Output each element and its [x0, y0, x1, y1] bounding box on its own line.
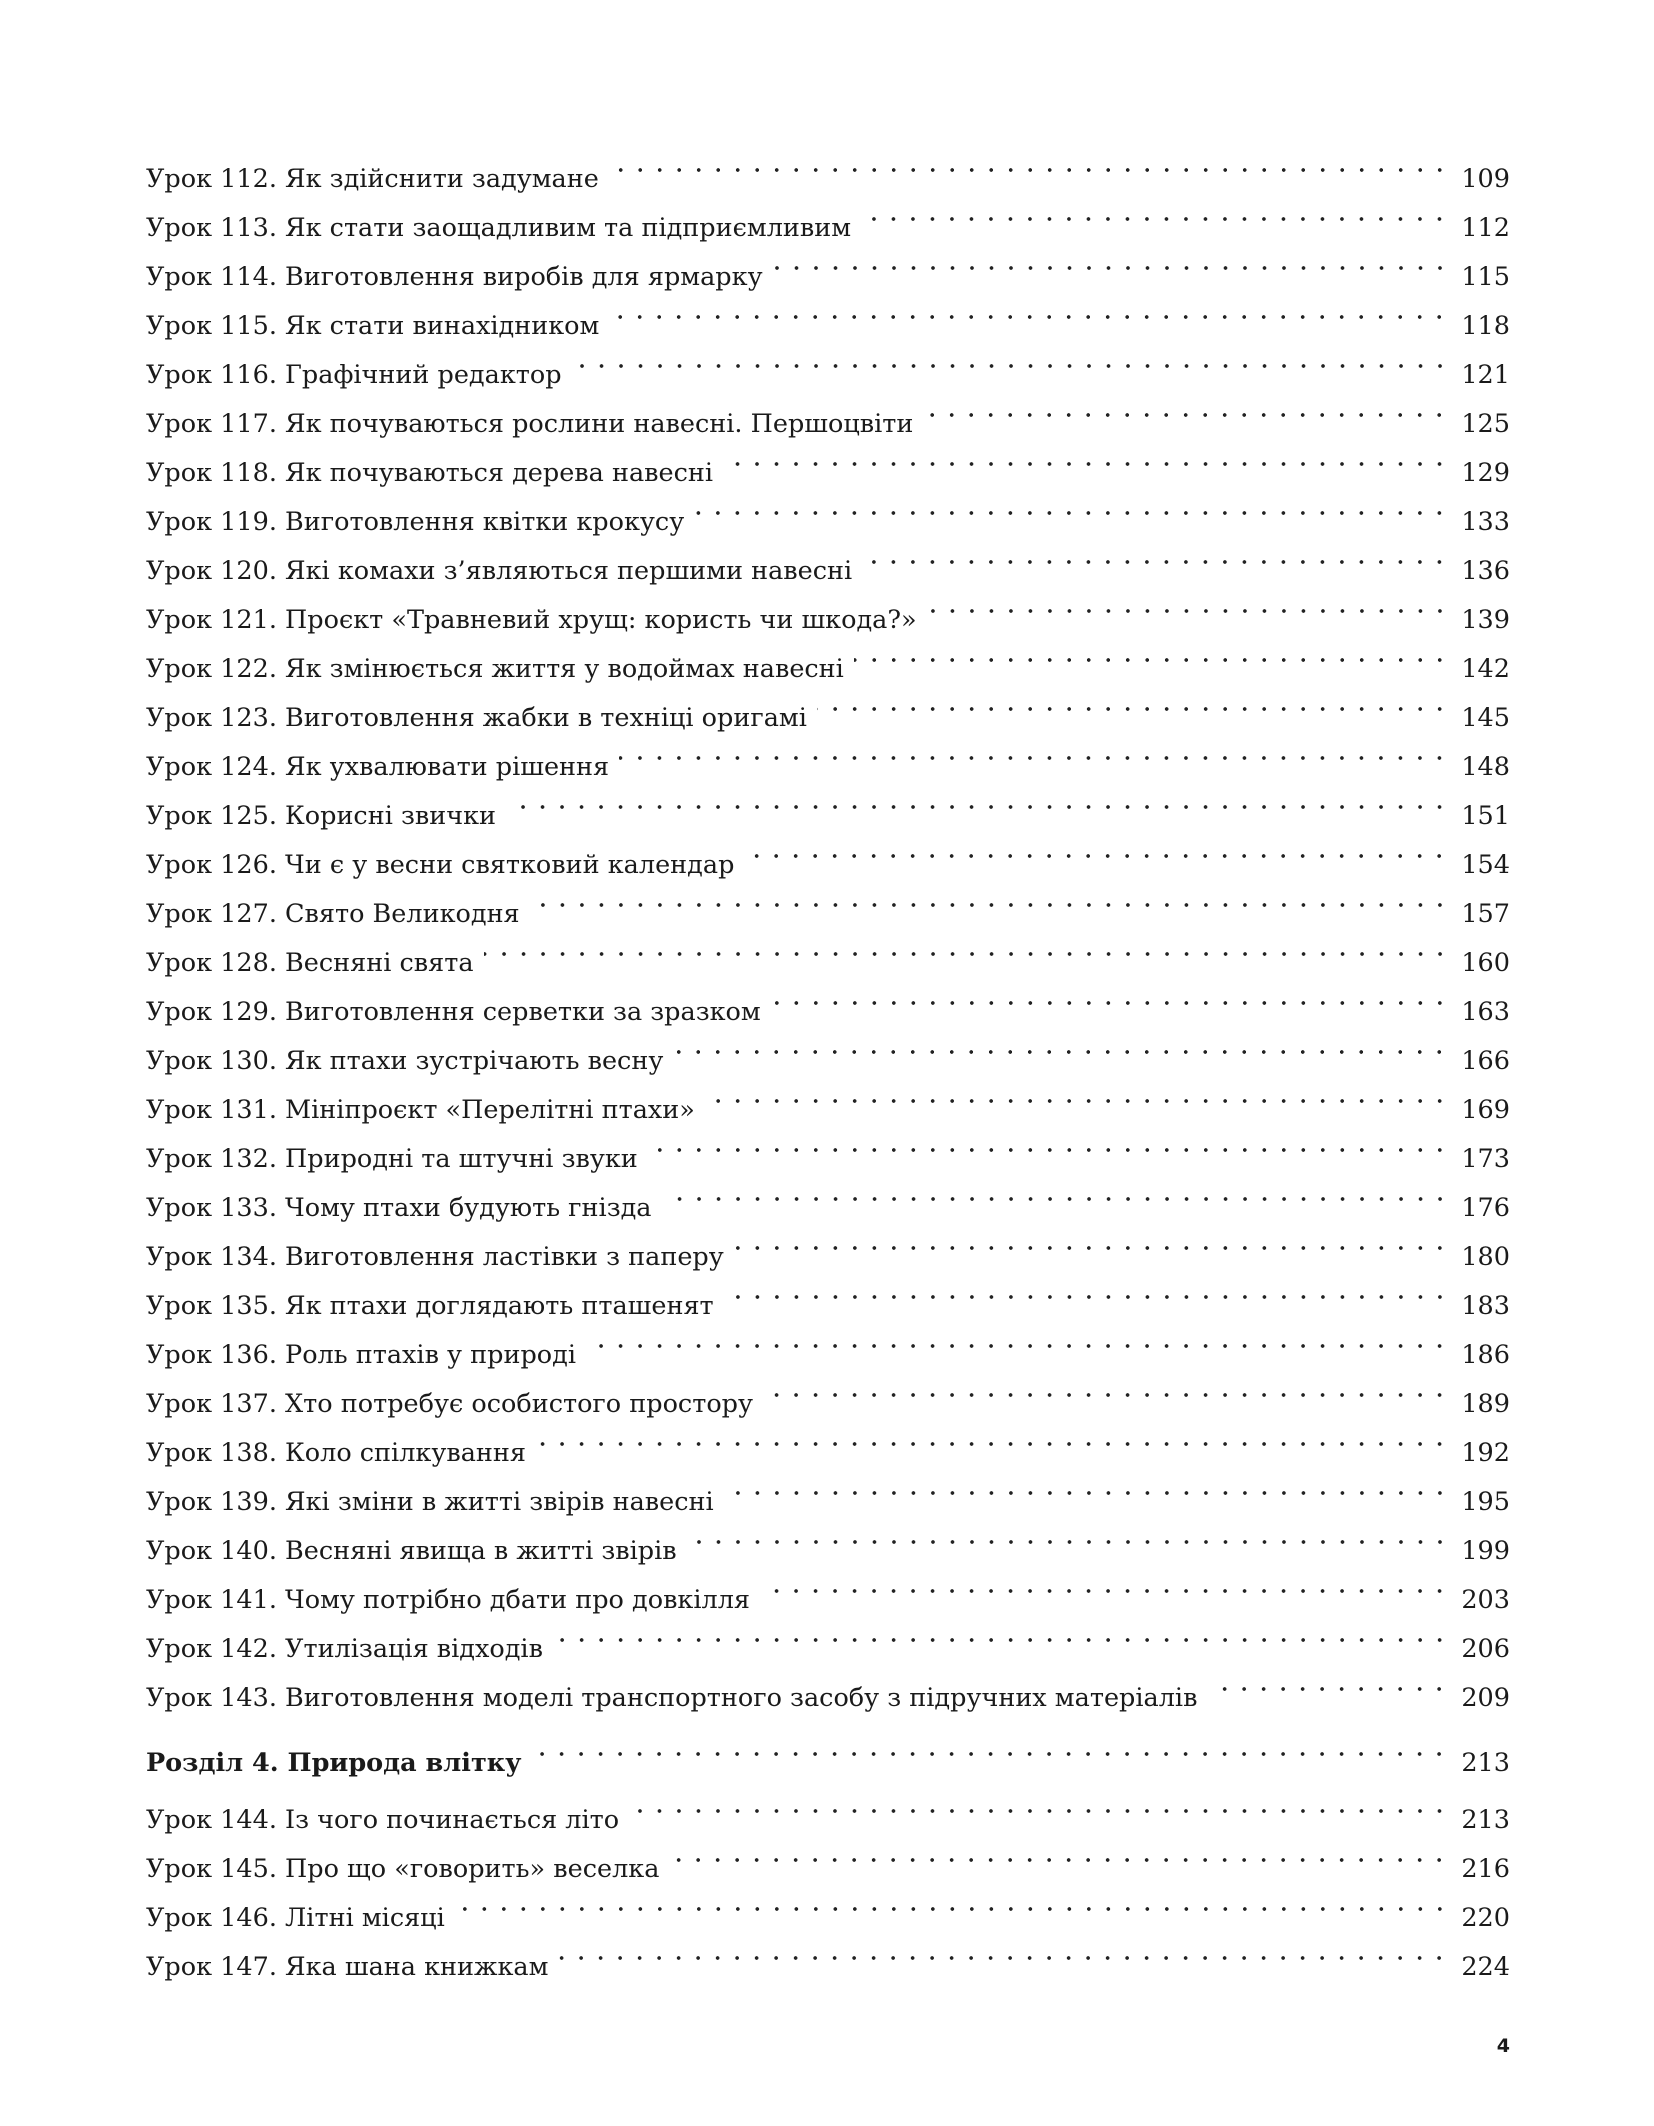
- dot-leader: [694, 481, 1449, 530]
- toc-entry-title: Урок 129. Виготовлення серветки за зразком: [146, 997, 761, 1027]
- toc-entry-title: Урок 117. Як почуваються рослини навесні. Першоцвіти: [146, 409, 914, 439]
- toc-entry-page: 139: [1461, 605, 1510, 635]
- dot-leader: [744, 824, 1449, 873]
- toc-entry-title: Урок 141. Чому потрібно дбати про довкілля: [146, 1585, 751, 1615]
- toc-entry-page: 180: [1461, 1242, 1510, 1272]
- dot-leader: [558, 1926, 1449, 1975]
- toc-entry-page: 183: [1461, 1291, 1510, 1321]
- toc-entry-title: Урок 144. Із чого починається літо: [146, 1805, 620, 1835]
- dot-leader: [773, 236, 1450, 285]
- toc-entry-title: Урок 147. Яка шана книжкам: [146, 1952, 549, 1982]
- dot-leader: [687, 1510, 1450, 1559]
- dot-leader: [572, 334, 1450, 383]
- toc-entry-title: Урок 133. Чому птахи будують гнізда: [146, 1193, 652, 1223]
- toc-entry-page: 148: [1461, 752, 1510, 782]
- dot-leader: [771, 971, 1450, 1020]
- toc-entry-page: 125: [1461, 409, 1510, 439]
- toc-entry-title: Урок 131. Мініпроєкт «Перелітні птахи»: [146, 1095, 695, 1125]
- toc-entry-title: Урок 134. Виготовлення ластівки з паперу: [146, 1242, 724, 1272]
- toc-entry-title: Урок 136. Роль птахів у природі: [146, 1340, 576, 1370]
- dot-leader: [536, 1412, 1449, 1461]
- toc-entry-title: Урок 120. Які комахи з’являються першими навесні: [146, 556, 853, 586]
- dot-leader: [586, 1314, 1449, 1363]
- section-heading-row: [146, 1722, 1510, 1778]
- toc-entry-page: 133: [1461, 507, 1510, 537]
- toc-entry-title: Урок 137. Хто потребує особистого простору: [146, 1389, 753, 1419]
- lesson-list-summer: [146, 1779, 1510, 1982]
- toc-entry-page: 115: [1461, 262, 1510, 292]
- toc-entry-page: 166: [1461, 1046, 1510, 1076]
- toc-entry-page: 118: [1461, 311, 1510, 341]
- toc-entry-page: 160: [1461, 948, 1510, 978]
- toc-entry-page: 142: [1461, 654, 1510, 684]
- dot-leader: [506, 775, 1449, 824]
- dot-leader: [484, 922, 1450, 971]
- toc-entry-title: Урок 115. Як стати винахідником: [146, 311, 600, 341]
- dot-leader: [760, 1559, 1449, 1608]
- toc-entry-page: 216: [1461, 1854, 1510, 1884]
- footer-page-number: 4: [1496, 2035, 1510, 2057]
- dot-leader: [530, 873, 1450, 922]
- toc-entry-page: 157: [1461, 899, 1510, 929]
- toc-entry-title: Урок 112. Як здійснити задумане: [146, 164, 599, 194]
- dot-leader: [609, 285, 1449, 334]
- dot-leader: [531, 1722, 1449, 1771]
- toc-entry-title: Урок 127. Свято Великодня: [146, 899, 520, 929]
- toc-entry-title: Урок 132. Природні та штучні звуки: [146, 1144, 638, 1174]
- toc-entry-title: Урок 125. Корисні звички: [146, 801, 497, 831]
- toc-entry-page: 173: [1461, 1144, 1510, 1174]
- toc-entry-title: Урок 113. Як стати заощадливим та підприємливим: [146, 213, 852, 243]
- toc-entry-page: 169: [1461, 1095, 1510, 1125]
- toc-entry-page: 154: [1461, 850, 1510, 880]
- dot-leader: [862, 530, 1449, 579]
- toc-entry-title: Урок 121. Проєкт «Травневий хрущ: користь чи шкода?»: [146, 605, 917, 635]
- toc-entry-page: 192: [1461, 1438, 1510, 1468]
- toc-entry-page: 121: [1461, 360, 1510, 390]
- toc-entry: [146, 138, 1510, 194]
- toc-entry-page: 129: [1461, 458, 1510, 488]
- dot-leader: [673, 1020, 1449, 1069]
- section-title: Розділ 4. Природа влітку: [146, 1748, 522, 1778]
- toc-entry-page: 136: [1461, 556, 1510, 586]
- dot-leader: [734, 1216, 1450, 1265]
- dot-leader: [553, 1608, 1449, 1657]
- dot-leader: [609, 138, 1449, 187]
- dot-leader: [724, 1461, 1450, 1510]
- toc-entry-title: Урок 140. Весняні явища в житті звірів: [146, 1536, 677, 1566]
- toc-entry-title: Урок 135. Як птахи доглядають пташенят: [146, 1291, 714, 1321]
- toc-entry-title: Урок 128. Весняні свята: [146, 948, 474, 978]
- toc-entry-page: 163: [1461, 997, 1510, 1027]
- toc-entry-title: Урок 143. Виготовлення моделі транспортного засобу з підручних матеріалів: [146, 1683, 1198, 1713]
- dot-leader: [923, 383, 1449, 432]
- dot-leader: [817, 677, 1449, 726]
- toc-entry-page: 209: [1461, 1683, 1510, 1713]
- toc-entry-page: 109: [1461, 164, 1510, 194]
- toc-entry-page: 220: [1461, 1903, 1510, 1933]
- toc-entry-page: 189: [1461, 1389, 1510, 1419]
- dot-leader: [927, 579, 1450, 628]
- dot-leader: [629, 1779, 1449, 1828]
- dot-leader: [705, 1069, 1449, 1118]
- toc-entry-title: Урок 139. Які зміни в житті звірів навесні: [146, 1487, 714, 1517]
- dot-leader: [861, 187, 1449, 236]
- toc-entry-page: 176: [1461, 1193, 1510, 1223]
- dot-leader: [669, 1828, 1449, 1877]
- toc-entry-title: Урок 126. Чи є у весни святковий календар: [146, 850, 735, 880]
- toc-entry-title: Урок 142. Утилізація відходів: [146, 1634, 543, 1664]
- toc-entry-page: 206: [1461, 1634, 1510, 1664]
- dot-leader: [648, 1118, 1450, 1167]
- toc-entry-title: Урок 122. Як змінюється життя у водоймах навесні: [146, 654, 844, 684]
- toc-entry-page: 213: [1461, 1805, 1510, 1835]
- lesson-list-spring: [146, 138, 1510, 1713]
- toc-entry-page: 151: [1461, 801, 1510, 831]
- toc-entry-page: 224: [1461, 1952, 1510, 1982]
- dot-leader: [1207, 1657, 1449, 1706]
- toc-entry-title: Урок 124. Як ухвалювати рішення: [146, 752, 610, 782]
- dot-leader: [455, 1877, 1450, 1926]
- dot-leader: [763, 1363, 1449, 1412]
- dot-leader: [854, 628, 1449, 677]
- toc-entry-title: Урок 146. Літні місяці: [146, 1903, 445, 1933]
- toc-entry-page: 186: [1461, 1340, 1510, 1370]
- toc-entry-title: Урок 130. Як птахи зустрічають весну: [146, 1046, 664, 1076]
- toc-entry-title: Урок 114. Виготовлення виробів для ярмарку: [146, 262, 763, 292]
- toc-entry-page: 203: [1461, 1585, 1510, 1615]
- dot-leader: [619, 726, 1449, 775]
- toc-entry-page: 199: [1461, 1536, 1510, 1566]
- toc-entry-page: 195: [1461, 1487, 1510, 1517]
- dot-leader: [662, 1167, 1450, 1216]
- table-of-contents: [146, 138, 1510, 1982]
- dot-leader: [724, 1265, 1450, 1314]
- dot-leader: [723, 432, 1449, 481]
- toc-entry-title: Урок 123. Виготовлення жабки в техніці оригамі: [146, 703, 807, 733]
- toc-entry-page: 145: [1461, 703, 1510, 733]
- section-page-number: 213: [1461, 1748, 1510, 1778]
- toc-entry-title: Урок 116. Графічний редактор: [146, 360, 562, 390]
- toc-entry-title: Урок 145. Про що «говорить» веселка: [146, 1854, 660, 1884]
- toc-entry-title: Урок 119. Виготовлення квітки крокусу: [146, 507, 685, 537]
- toc-entry-title: Урок 118. Як почуваються дерева навесні: [146, 458, 714, 488]
- toc-entry-title: Урок 138. Коло спілкування: [146, 1438, 526, 1468]
- toc-entry-page: 112: [1461, 213, 1510, 243]
